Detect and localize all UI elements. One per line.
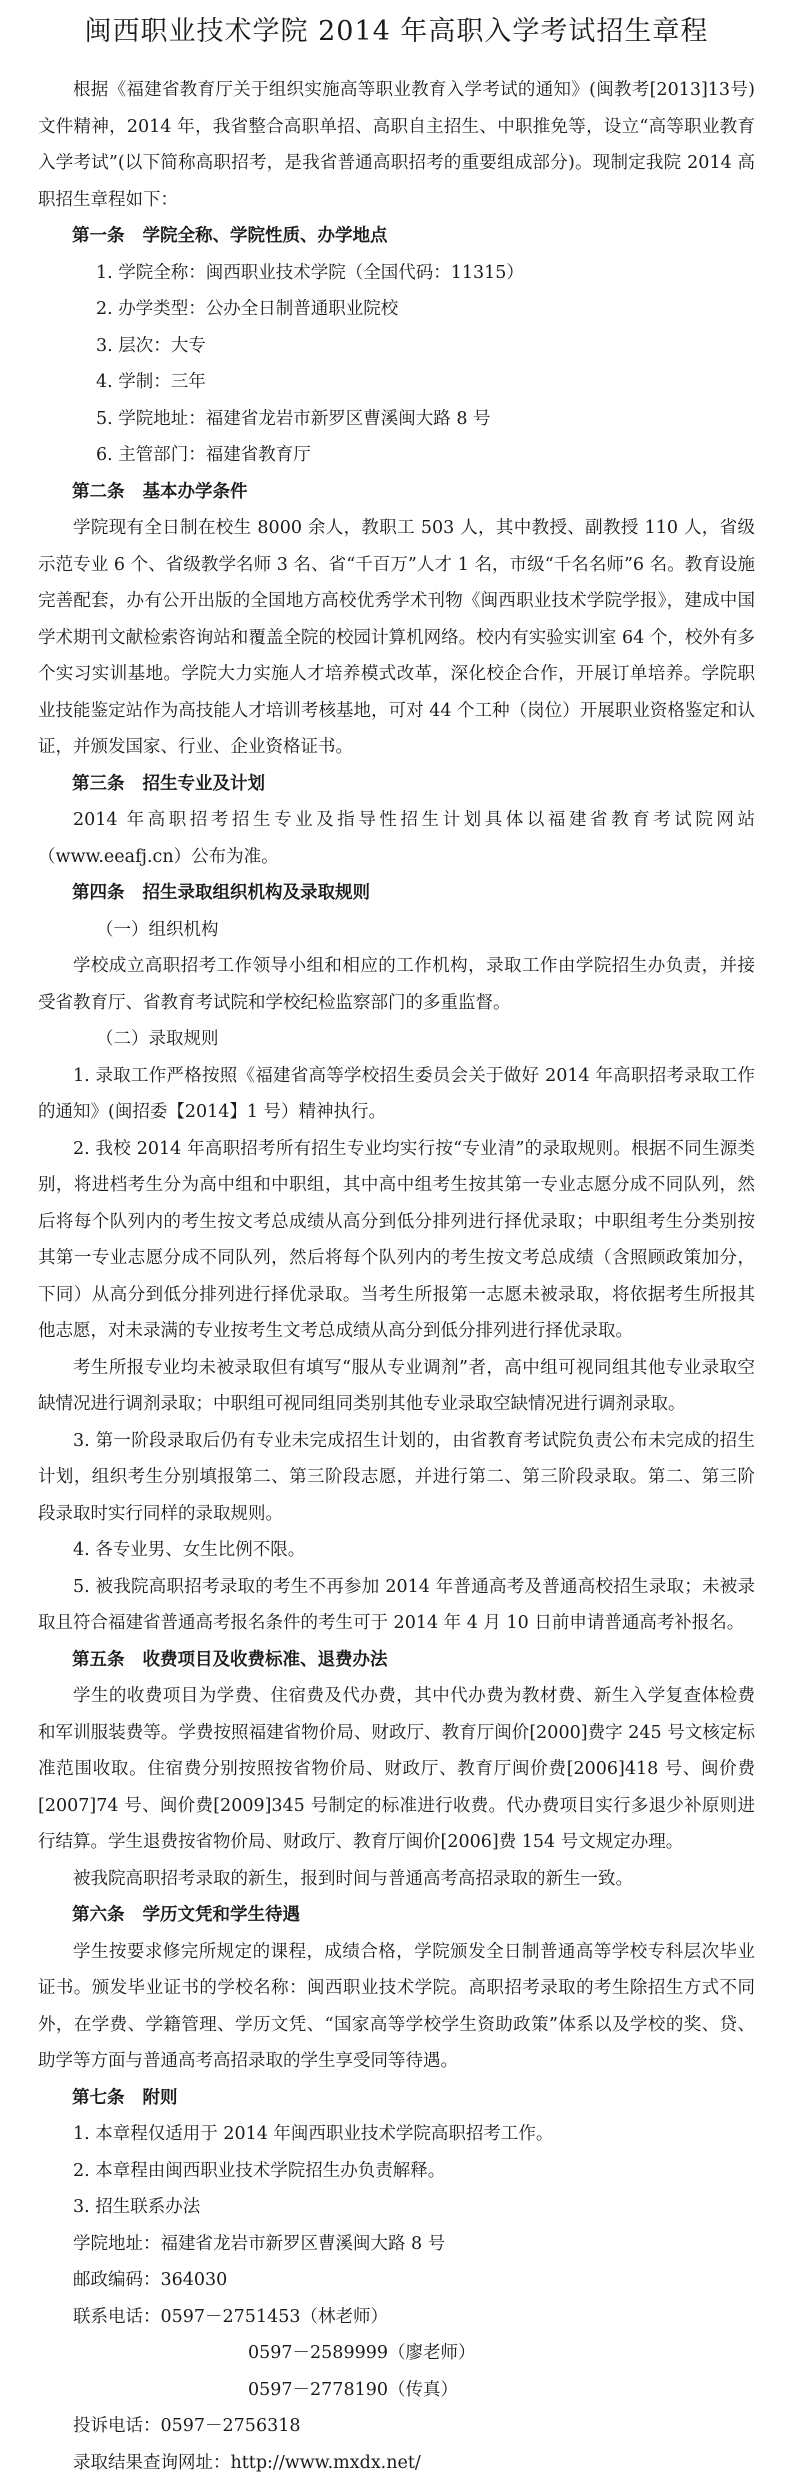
article-2-title: 基本办学条件 bbox=[143, 482, 248, 502]
article-1-item: 2. 办学类型：公办全日制普通职业院校 bbox=[38, 291, 755, 328]
article-1-item: 3. 层次：大专 bbox=[38, 328, 755, 365]
article-4-rule: 2. 我校 2014 年高职招考所有招生专业均实行按“专业清”的录取规则。根据不同生源类别，将进档考生分为高中组和中职组，其中高中组考生按其第一专业志愿分成不同队列，然后将每个队列内的考生按文考总成绩从高分到低分排列进行择优录取；中职组考生分类别按其第一专业志愿分成不同队列，然后将每个队列内的考生按文考总成绩（含照顾政策加分，下同）从高分到低分排列进行择优录取。当考生所报第一志愿未被录取，将依据考生所报其他志愿，对未录满的专业按考生文考总成绩从高分到低分排列进行择优录取。 bbox=[38, 1131, 755, 1350]
article-5-title: 收费项目及收费标准、退费办法 bbox=[143, 1650, 388, 1670]
article-3-heading bbox=[38, 766, 755, 803]
article-4-rule: 5. 被我院高职招考录取的考生不再参加 2014 年普通高考及普通高校招生录取；未被录取且符合福建省普通高考报名条件的考生可于 2014 年 4 月 10 日前申请普通高考补报名。 bbox=[38, 1569, 755, 1642]
article-2-heading bbox=[38, 474, 755, 511]
article-4-rule: 4. 各专业男、女生比例不限。 bbox=[38, 1532, 755, 1569]
contact-fax: 0597－2778190（传真） bbox=[38, 2372, 755, 2409]
document-title: 闽西职业技术学院 2014 年高职入学考试招生章程 bbox=[38, 14, 755, 50]
article-5-heading bbox=[38, 1642, 755, 1679]
article-1-item: 4. 学制：三年 bbox=[38, 364, 755, 401]
article-6-heading bbox=[38, 1897, 755, 1934]
article-6-title: 学历文凭和学生待遇 bbox=[143, 1905, 301, 1925]
article-7-item: 3. 招生联系办法 bbox=[38, 2189, 755, 2226]
article-7-heading bbox=[38, 2080, 755, 2117]
contact-address: 学院地址：福建省龙岩市新罗区曹溪闽大路 8 号 bbox=[38, 2226, 755, 2263]
article-4-subheading: （二）录取规则 bbox=[38, 1021, 755, 1058]
article-6-number: 第六条 bbox=[72, 1905, 125, 1925]
article-7-title: 附则 bbox=[143, 2088, 178, 2108]
contact-phone: 0597－2589999（廖老师） bbox=[38, 2335, 755, 2372]
article-5-number: 第五条 bbox=[72, 1650, 125, 1670]
article-4-rule: 考生所报专业均未被录取但有填写“服从专业调剂”者，高中组可视同组其他专业录取空缺情况进行调剂录取；中职组可视同组同类别其他专业录取空缺情况进行调剂录取。 bbox=[38, 1350, 755, 1423]
article-7-number: 第七条 bbox=[72, 2088, 125, 2108]
article-2-number: 第二条 bbox=[72, 482, 125, 502]
article-4-title: 招生录取组织机构及录取规则 bbox=[143, 883, 371, 903]
article-4-rule: 3. 第一阶段录取后仍有专业未完成招生计划的，由省教育考试院负责公布未完成的招生计划，组织考生分别填报第二、第三阶段志愿，并进行第二、第三阶段录取。第二、第三阶段录取时实行同样的录取规则。 bbox=[38, 1423, 755, 1533]
article-1-item: 1. 学院全称：闽西职业技术学院（全国代码：11315） bbox=[38, 255, 755, 292]
intro-paragraph: 根据《福建省教育厅关于组织实施高等职业教育入学考试的通知》(闽教考[2013]13号)文件精神，2014 年，我省整合高职单招、高职自主招生、中职推免等，设立“高等职业教育入学考试”(以下简称高职招考，是我省普通高职招考的重要组成部分)。现制定我院 2014 高职招生章程如下： bbox=[38, 72, 755, 218]
article-7-item: 2. 本章程由闽西职业技术学院招生办负责解释。 bbox=[38, 2153, 755, 2190]
article-1-number: 第一条 bbox=[72, 226, 125, 246]
article-4-number: 第四条 bbox=[72, 883, 125, 903]
article-3-paragraph: 2014 年高职招考招生专业及指导性招生计划具体以福建省教育考试院网站（www.eeafj.cn）公布为准。 bbox=[38, 802, 755, 875]
article-4-subheading: （一）组织机构 bbox=[38, 912, 755, 949]
article-4-paragraph: 学校成立高职招考工作领导小组和相应的工作机构，录取工作由学院招生办负责，并接受省教育厅、省教育考试院和学校纪检监察部门的多重监督。 bbox=[38, 948, 755, 1021]
article-1-item: 5. 学院地址：福建省龙岩市新罗区曹溪闽大路 8 号 bbox=[38, 401, 755, 438]
article-5-paragraph: 学生的收费项目为学费、住宿费及代办费，其中代办费为教材费、新生入学复查体检费和军训服装费等。学费按照福建省物价局、财政厅、教育厅闽价[2000]费字 245 号文核定标准范围收取。住宿费分别按照按省物价局、财政厅、教育厅闽价费[2006]418 号、闽价费 [2007]74 号、闽价费[2009]345 号制定的标准进行收费。代办费项目实行多退少补原则进行结算。学生退费按省物价局、财政厅、教育厅闽价[2006]费 154 号文规定办理。 bbox=[38, 1678, 755, 1861]
article-3-number: 第三条 bbox=[72, 774, 125, 794]
contact-postcode: 邮政编码：364030 bbox=[38, 2262, 755, 2299]
article-1-title: 学院全称、学院性质、办学地点 bbox=[143, 226, 388, 246]
article-3-title: 招生专业及计划 bbox=[143, 774, 266, 794]
article-2-paragraph: 学院现有全日制在校生 8000 余人，教职工 503 人，其中教授、副教授 110 人，省级示范专业 6 个、省级教学名师 3 名、省“千百万”人才 1 名，市级“千名名师”6 名。教育设施完善配套，办有公开出版的全国地方高校优秀学术刊物《闽西职业技术学院学报》，建成中国学术期刊文献检索咨询站和覆盖全院的校园计算机网络。校内有实验实训室 64 个，校外有多个实习实训基地。学院大力实施人才培养模式改革，深化校企合作，开展订单培养。学院职业技能鉴定站作为高技能人才培训考核基地，可对 44 个工种（岗位）开展职业资格鉴定和认证，并颁发国家、行业、企业资格证书。 bbox=[38, 510, 755, 766]
article-7-item: 1. 本章程仅适用于 2014 年闽西职业技术学院高职招考工作。 bbox=[38, 2116, 755, 2153]
article-4-rule: 1. 录取工作严格按照《福建省高等学校招生委员会关于做好 2014 年高职招考录取工作的通知》(闽招委【2014】1 号）精神执行。 bbox=[38, 1058, 755, 1131]
article-6-paragraph: 学生按要求修完所规定的课程，成绩合格，学院颁发全日制普通高等学校专科层次毕业证书。颁发毕业证书的学校名称：闽西职业技术学院。高职招考录取的考生除招生方式不同外，在学费、学籍管理、学历文凭、“国家高等学校学生资助政策”体系以及学校的奖、贷、助学等方面与普通高考高招录取的学生享受同等待遇。 bbox=[38, 1934, 755, 2080]
article-5-paragraph: 被我院高职招考录取的新生，报到时间与普通高考高招录取的新生一致。 bbox=[38, 1861, 755, 1898]
article-4-heading bbox=[38, 875, 755, 912]
article-1-item: 6. 主管部门：福建省教育厅 bbox=[38, 437, 755, 474]
results-query-url: 录取结果查询网址：http://www.mxdx.net/ bbox=[38, 2445, 755, 2481]
article-1-heading bbox=[38, 218, 755, 255]
contact-phone: 联系电话：0597－2751453（林老师） bbox=[38, 2299, 755, 2336]
complaint-phone: 投诉电话：0597－2756318 bbox=[38, 2408, 755, 2445]
